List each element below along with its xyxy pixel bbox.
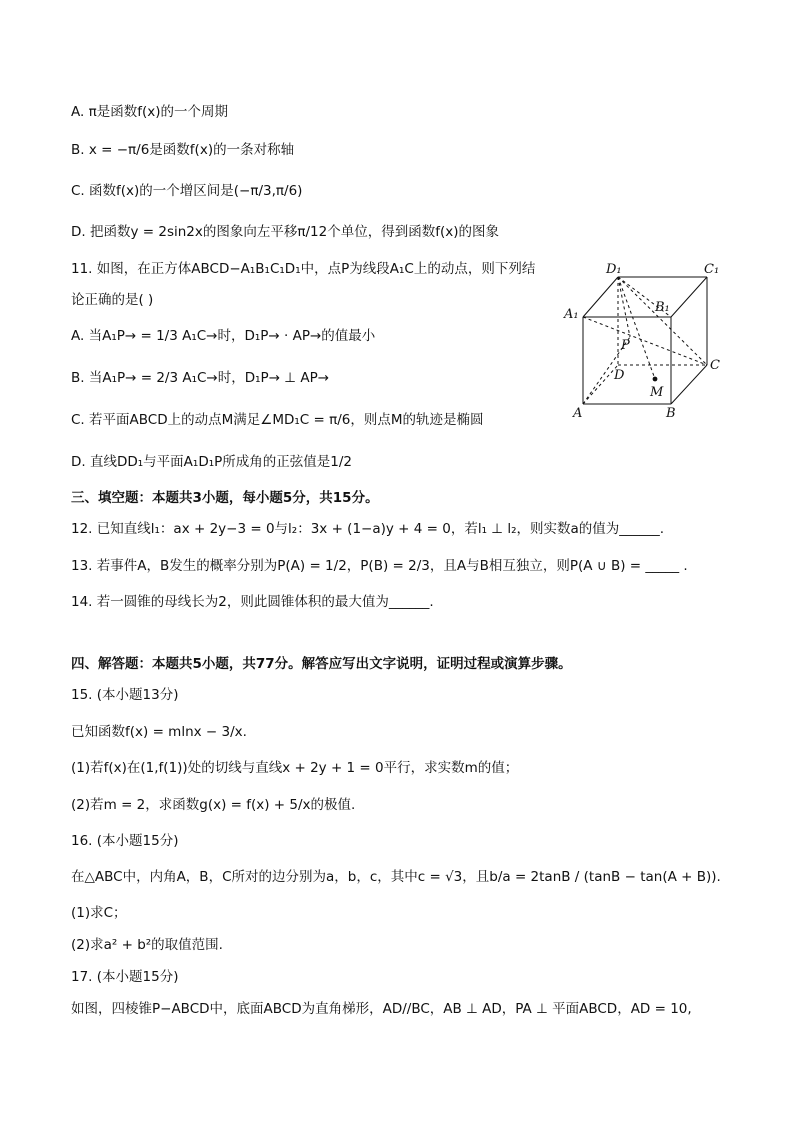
- text-line: B. 当A₁P→ = 2/3 A₁C→时，D₁P→ ⊥ AP→: [71, 370, 330, 386]
- label-a: A: [573, 406, 583, 421]
- label-d: D: [614, 368, 625, 383]
- text-line: (2)若m = 2，求函数g(x) = f(x) + 5/x的极值.: [71, 797, 356, 813]
- text-line: 13. 若事件A，B发生的概率分别为P(A) = 1/2，P(B) = 2/3，且A与B相互独立，则P(A ∪ B) = _____ .: [71, 558, 688, 574]
- text-line: (2)求a² + b²的取值范围.: [71, 937, 223, 953]
- segment-a1-c: [583, 317, 707, 365]
- segment-d1-p: [618, 277, 630, 337]
- text-line: C. 函数f(x)的一个增区间是(−π/3,π/6): [71, 183, 303, 199]
- edge-a1-d1: [583, 277, 618, 317]
- text-line: 如图，四棱锥P−ABCD中，底面ABCD为直角梯形，AD//BC，AB ⊥ AD，PA ⊥ 平面ABCD，AD = 10,: [71, 1001, 692, 1017]
- text-line: 11. 如图，在正方体ABCD−A₁B₁C₁D₁中，点P为线段A₁C上的动点，则下列结: [71, 261, 536, 277]
- text-line: 在△ABC中，内角A，B，C所对的边分别为a，b，c，其中c = √3，且b/a = 2tanB / (tanB − tan(A + B)).: [71, 869, 721, 885]
- text-line: 15. (本小题13分): [71, 687, 179, 703]
- text-line: D. 把函数y = 2sin2x的图象向左平移π/12个单位，得到函数f(x)的图象: [71, 224, 499, 240]
- label-b1: B₁: [655, 300, 670, 315]
- text-line: D. 直线DD₁与平面A₁D₁P所成角的正弦值是1/2: [71, 454, 353, 470]
- point-m: [653, 377, 658, 382]
- text-line: 三、填空题：本题共3小题，每小题5分，共15分。: [71, 490, 379, 506]
- edge-b1-c1: [671, 277, 707, 317]
- text-line: 17. (本小题15分): [71, 969, 179, 985]
- label-p: P: [621, 338, 630, 353]
- segment-d1-m: [618, 277, 655, 379]
- text-line: 16. (本小题15分): [71, 833, 179, 849]
- cube-figure: [558, 255, 728, 425]
- text-line: 论正确的是( ): [71, 292, 154, 308]
- label-d1: D₁: [606, 262, 622, 277]
- label-a1: A₁: [564, 307, 579, 322]
- text-line: 已知函数f(x) = mlnx − 3/x.: [71, 724, 247, 740]
- text-line: 14. 若一圆锥的母线长为2，则此圆锥体积的最大值为______.: [71, 594, 434, 610]
- edge-a-d: [583, 365, 618, 404]
- text-line: C. 若平面ABCD上的动点M满足∠MD₁C = π/6，则点M的轨迹是椭圆: [71, 412, 484, 428]
- text-line: (1)求C；: [71, 905, 127, 921]
- text-line: A. π是函数f(x)的一个周期: [71, 104, 228, 120]
- text-line: 12. 已知直线l₁：ax + 2y−3 = 0与l₂：3x + (1−a)y + 4 = 0，若l₁ ⊥ l₂，则实数a的值为______.: [71, 521, 665, 537]
- edge-b-c: [671, 365, 707, 404]
- text-line: 四、解答题：本题共5小题，共77分。解答应写出文字说明，证明过程或演算步骤。: [71, 656, 572, 672]
- text-line: B. x = −π/6是函数f(x)的一条对称轴: [71, 142, 295, 158]
- label-b: B: [666, 406, 676, 421]
- text-line: (1)若f(x)在(1,f(1))处的切线与直线x + 2y + 1 = 0平行，求实数m的值；: [71, 760, 519, 776]
- label-c: C: [710, 358, 720, 373]
- text-line: A. 当A₁P→ = 1/3 A₁C→时，D₁P→ · AP→的值最小: [71, 328, 376, 344]
- label-c1: C₁: [704, 262, 720, 277]
- label-m: M: [650, 385, 664, 400]
- segment-d1-c: [618, 277, 707, 365]
